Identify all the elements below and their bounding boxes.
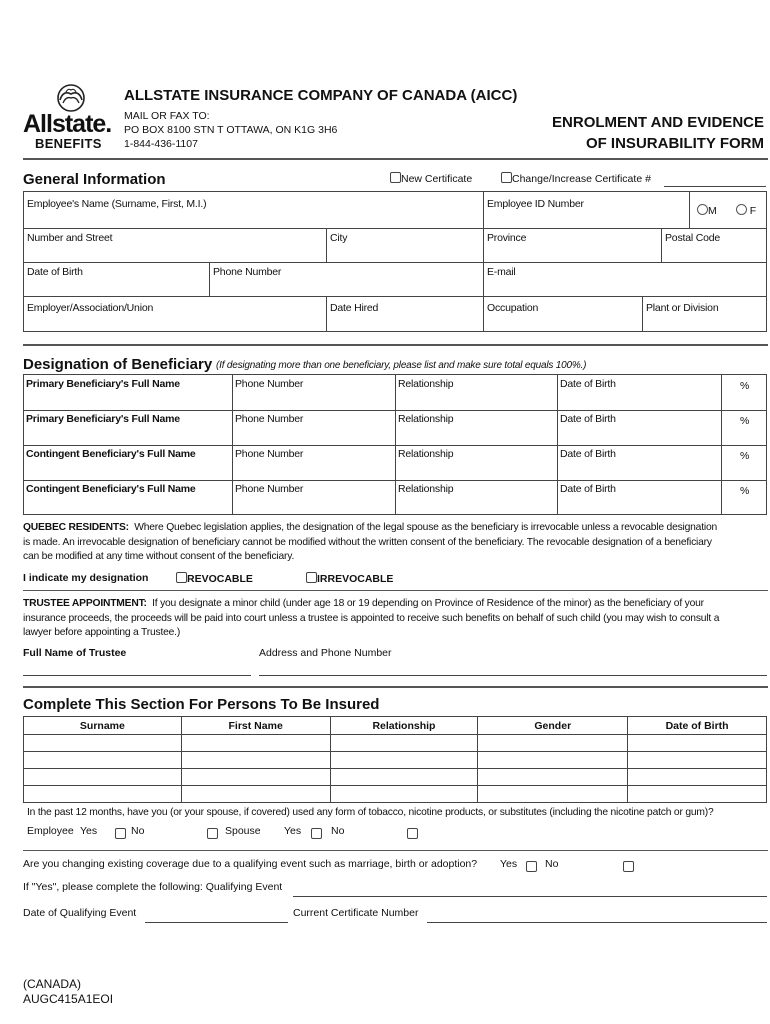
date-hired-field[interactable]: Date Hired [330,302,379,314]
beneficiary-name: Contingent Beneficiary's Full Name [26,448,196,460]
phone-field[interactable]: Phone Number [213,266,282,278]
general-info-grid [23,191,767,332]
table-row[interactable] [24,735,767,752]
spouse-label: Spouse [225,825,261,837]
trustee-name-label: Full Name of Trustee [23,647,127,659]
trustee-rule [23,590,768,591]
qualifying-event-label: If "Yes", please complete the following: Qualifying Event [23,881,283,893]
beneficiary-phone: Phone Number [235,378,304,390]
table-row[interactable] [24,769,767,786]
qualifying-yes-checkbox[interactable] [526,861,537,872]
date-of-birth-field[interactable]: Date of Birth [27,266,83,278]
col-gender: Gender [478,717,628,735]
date-event-field[interactable] [145,922,288,923]
beneficiary-dob: Date of Birth [560,378,616,390]
general-info-title: General Information [23,171,166,188]
qualifying-question: Are you changing existing coverage due to a qualifying event such as marriage, birth or adoption? [23,858,478,870]
footer-country: (CANADA) [23,977,82,991]
occupation-field[interactable]: Occupation [487,302,539,314]
plant-division-field[interactable]: Plant or Division [646,302,719,314]
beneficiary-name: Primary Beneficiary's Full Name [26,413,180,425]
employee-no-checkbox[interactable] [207,828,218,839]
allstate-hands-logo-icon [51,84,91,112]
gender-male-radio[interactable]: M [697,204,717,217]
employee-id-field[interactable]: Employee ID Number [487,198,584,210]
change-certificate-checkbox[interactable] [501,172,512,183]
beneficiary-relationship: Relationship [398,483,454,495]
spouse-no-checkbox[interactable] [407,828,418,839]
qualifying-no-checkbox[interactable] [623,861,634,872]
beneficiary-grid [23,374,767,515]
section-rule [23,344,768,346]
beneficiary-phone: Phone Number [235,483,304,495]
persons-header-row [24,717,767,735]
beneficiary-percent: % [740,380,750,392]
beneficiary-relationship: Relationship [398,378,454,390]
beneficiary-percent: % [740,485,750,497]
irrevocable-checkbox[interactable] [306,572,317,583]
street-field[interactable]: Number and Street [27,232,113,244]
beneficiary-dob: Date of Birth [560,448,616,460]
qualifying-event-field[interactable] [293,896,767,897]
designation-label: I indicate my designation [23,572,149,584]
beneficiary-phone: Phone Number [235,448,304,460]
allstate-logo-wordmark: Allstate. [23,110,112,138]
col-surname: Surname [24,717,182,735]
tobacco-question: In the past 12 months, have you (or your spouse, if covered) used any form of tobacco, nicotine products, or substitutes (including the nicotine patch or gum)? [27,807,714,818]
beneficiary-relationship: Relationship [398,448,454,460]
logo-benefits-text: BENEFITS [35,136,102,151]
mail-label: MAIL OR FAX TO: [124,110,210,122]
form-title-line1: ENROLMENT AND EVIDENCE [552,114,764,131]
spouse-no-label: No [331,825,345,837]
change-certificate-option[interactable]: Change/Increase Certificate # [501,172,651,185]
revocable-option[interactable]: REVOCABLE [176,572,253,585]
beneficiary-relationship: Relationship [398,413,454,425]
beneficiary-note: (If designating more than one beneficiary, please list and make sure total equals 100%.) [216,360,587,371]
form-title-line2: OF INSURABILITY FORM [585,135,764,152]
cert-number-field[interactable] [427,922,767,923]
certificate-number-field[interactable] [664,186,766,187]
qualifying-yes-label: Yes [500,858,518,870]
beneficiary-dob: Date of Birth [560,413,616,425]
header-rule [23,158,768,160]
trustee-address-field[interactable] [259,675,767,676]
beneficiary-phone: Phone Number [235,413,304,425]
beneficiary-title: Designation of Beneficiary [23,356,213,373]
col-relationship: Relationship [330,717,478,735]
date-event-label: Date of Qualifying Event [23,907,137,919]
employer-field[interactable]: Employer/Association/Union [27,302,154,314]
cert-number-label: Current Certificate Number [293,907,419,919]
beneficiary-name: Contingent Beneficiary's Full Name [26,483,196,495]
table-row[interactable] [24,752,767,769]
qualifying-no-label: No [545,858,559,870]
mail-address: PO BOX 8100 STN T OTTAWA, ON K1G 3H6 [124,124,338,136]
footer-form-code: AUGC415A1EOI [23,992,114,1006]
table-row[interactable] [24,786,767,803]
trustee-paragraph: TRUSTEE APPOINTMENT: If you designate a minor child (under age 18 or 19 depending on Province of Residence of the minor) as the beneficiary of your insurance proceeds, the proceeds will be paid into court unless a trustee is appointed to receive such benefits on behalf of such child (you may wish to consult a lawyer before appointing a Trustee.) [23,598,720,638]
employee-label: Employee [27,825,74,837]
employee-yes-label: Yes [80,825,98,837]
persons-title: Complete This Section For Persons To Be Insured [23,696,380,713]
province-field[interactable]: Province [487,232,527,244]
persons-rule [23,686,768,688]
col-dob: Date of Birth [628,717,767,735]
email-field[interactable]: E-mail [487,266,516,278]
trustee-name-field[interactable] [23,675,251,676]
spouse-yes-label: Yes [284,825,302,837]
employee-name-field[interactable]: Employee's Name (Surname, First, M.I.) [27,198,207,210]
new-certificate-option[interactable]: New Certificate [390,172,472,185]
employee-no-label: No [131,825,145,837]
beneficiary-percent: % [740,415,750,427]
beneficiary-name: Primary Beneficiary's Full Name [26,378,180,390]
new-certificate-checkbox[interactable] [390,172,401,183]
persons-table [23,716,767,803]
company-name: ALLSTATE INSURANCE COMPANY OF CANADA (AICC) [124,87,518,104]
trustee-address-label: Address and Phone Number [259,647,392,659]
gender-female-radio[interactable]: F [736,204,756,217]
revocable-checkbox[interactable] [176,572,187,583]
city-field[interactable]: City [330,232,348,244]
col-first-name: First Name [181,717,330,735]
postal-code-field[interactable]: Postal Code [665,232,721,244]
employee-yes-checkbox[interactable] [115,828,126,839]
phone-number: 1-844-436-1107 [124,138,198,150]
quebec-residents-paragraph: QUEBEC RESIDENTS: Where Quebec legislation applies, the designation of the legal spouse as the beneficiary is irrevocable unless a revocable designation is made. An irrevocable designation of beneficiary cannot be modified without the written consent of the beneficiary. The revocable designation of a beneficiary can be modified at any time without consent of the beneficiary. [23,522,718,562]
beneficiary-dob: Date of Birth [560,483,616,495]
qualifying-rule [23,850,768,851]
spouse-yes-checkbox[interactable] [311,828,322,839]
irrevocable-option[interactable]: IRREVOCABLE [306,572,393,585]
beneficiary-percent: % [740,450,750,462]
